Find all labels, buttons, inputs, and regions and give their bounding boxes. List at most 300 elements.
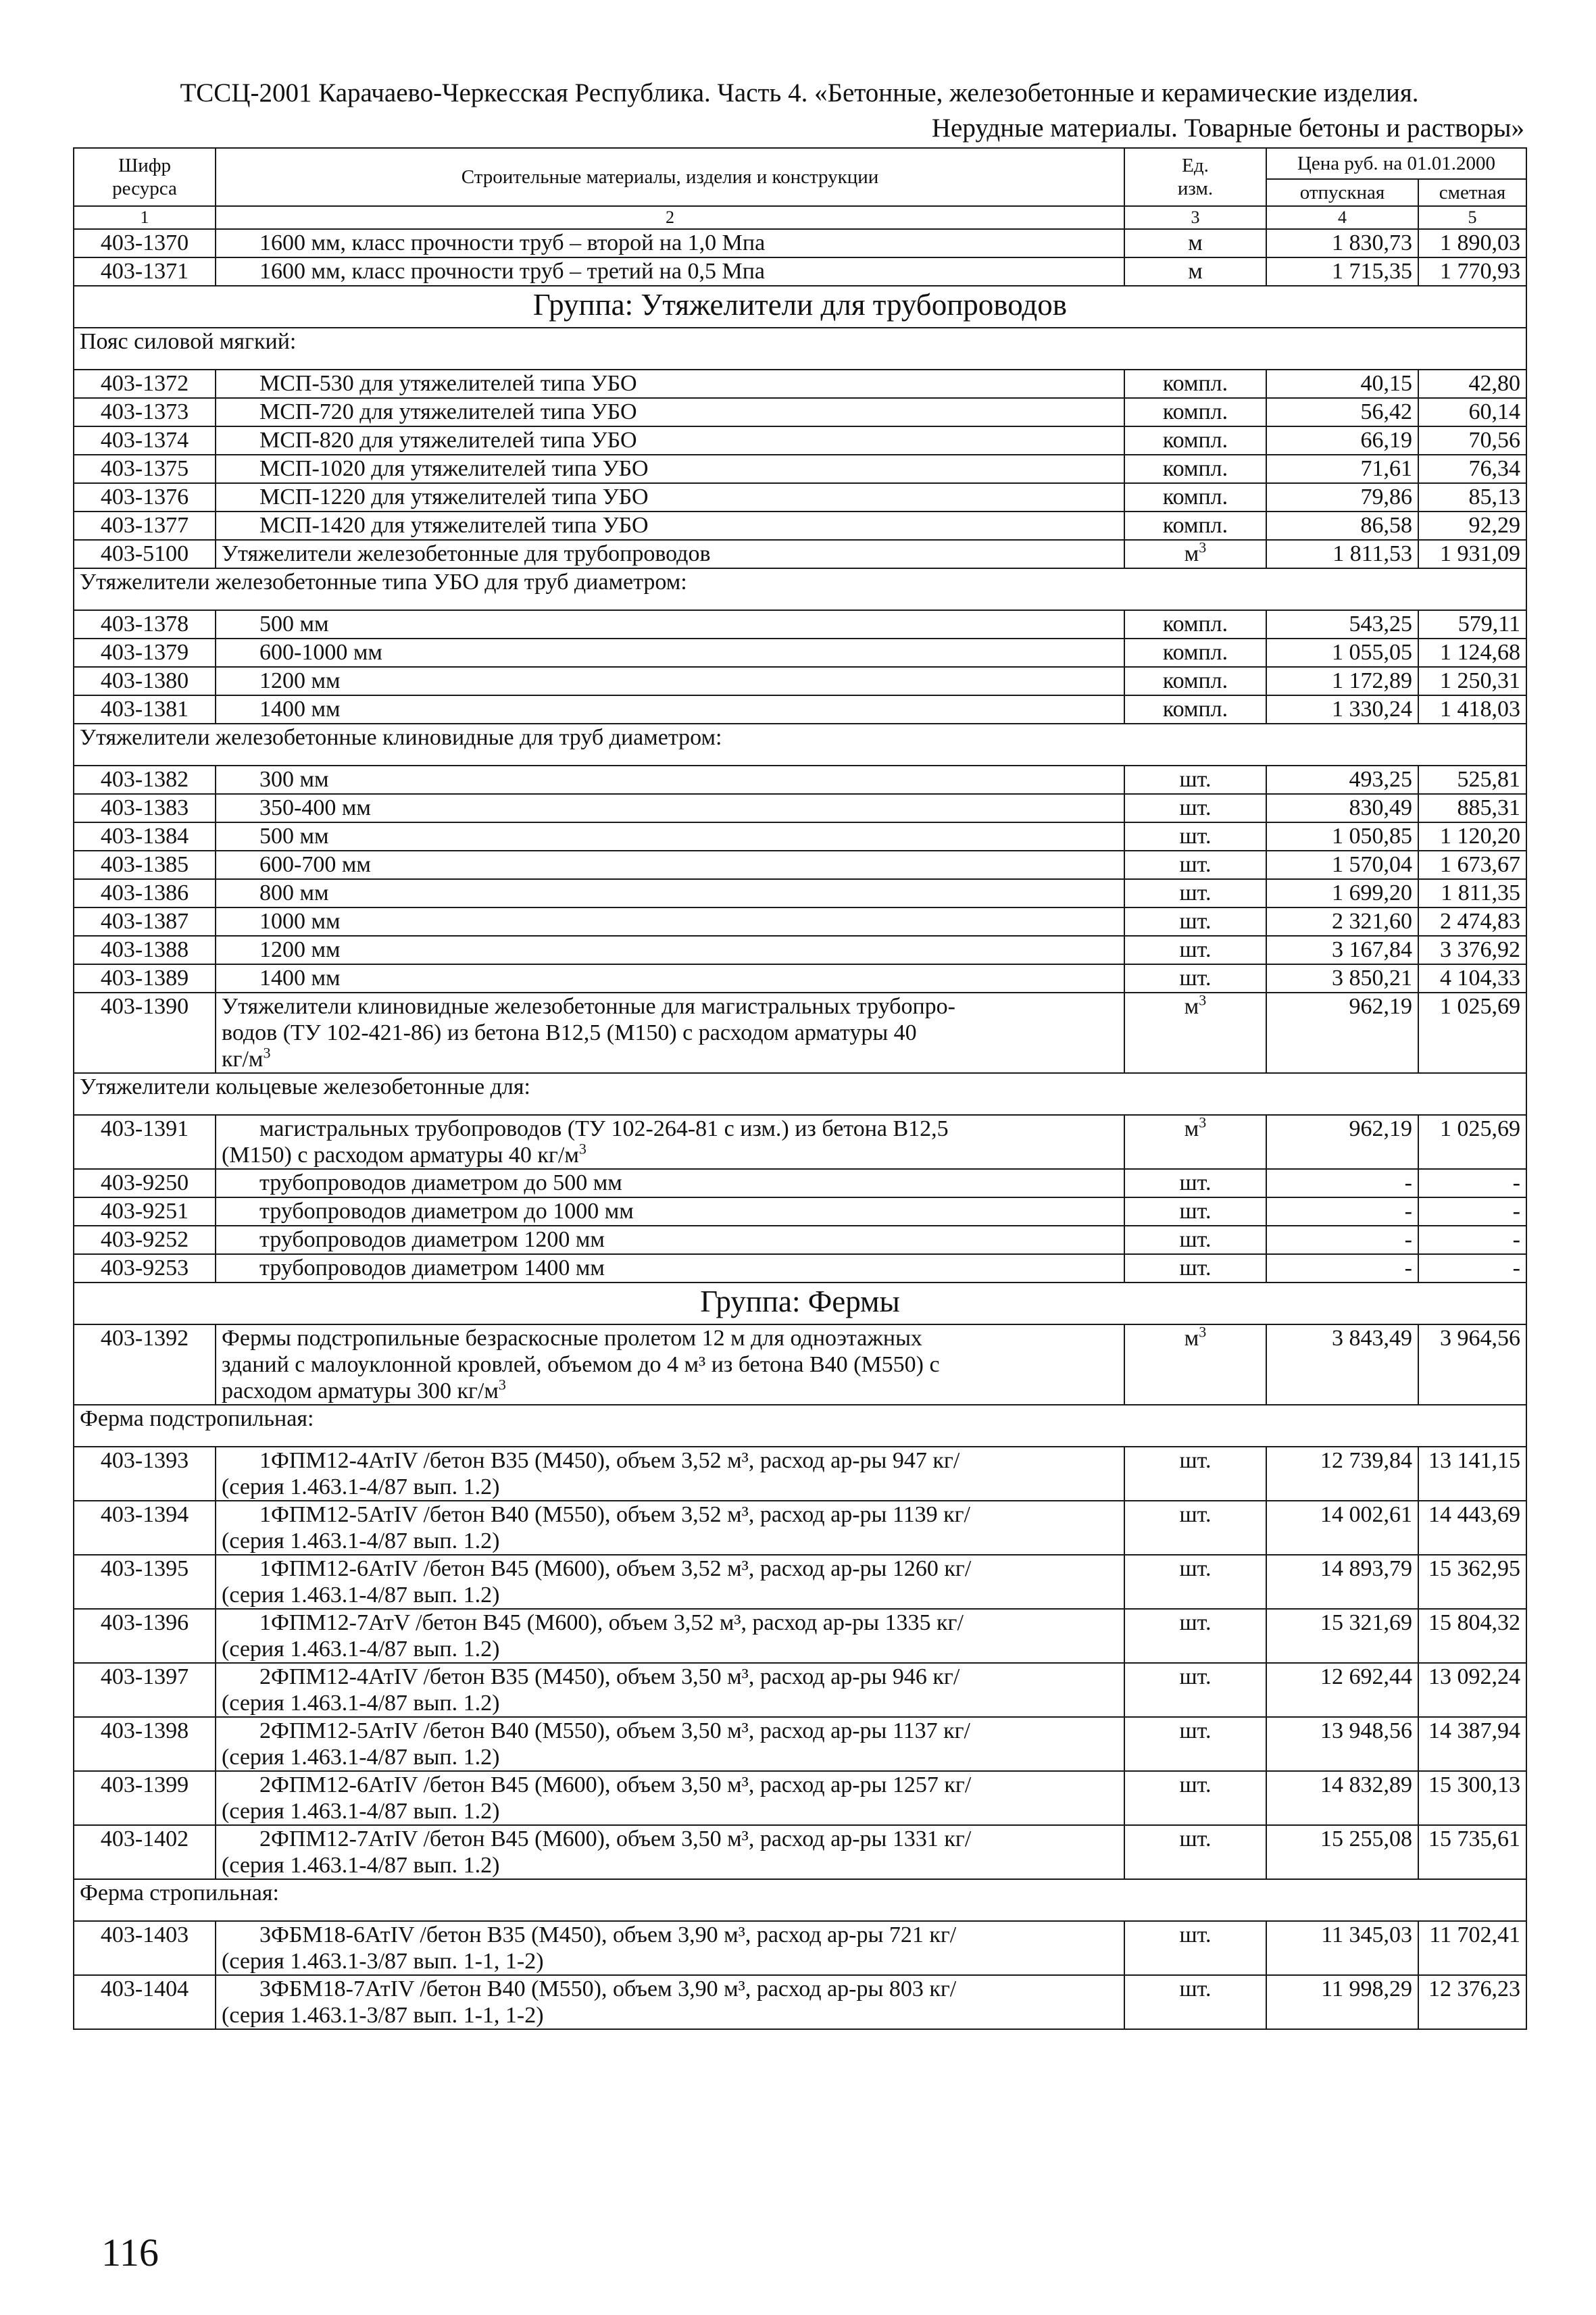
- unit-text: м: [1184, 1116, 1199, 1141]
- resource-name: [216, 512, 1124, 540]
- resource-name: [216, 879, 1124, 907]
- unit-text: шт.: [1179, 1826, 1212, 1851]
- table-row: [74, 794, 1526, 822]
- resource-name-text: 1ФПМ12-6АтIV /бетон В45 (М600), объем 3,52 м³, расход ар-ры 1260 кг/ (серия 1.463.1-4/87 вып. 1.2): [222, 1556, 972, 1608]
- resource-code: 403-1391: [74, 1115, 216, 1169]
- resource-name-text: 2ФПМ12-5АтIV /бетон В40 (М550), объем 3,50 м³, расход ар-ры 1137 кг/ (серия 1.463.1-4/87 вып. 1.2): [222, 1718, 971, 1770]
- estimate-price: 1 931,09: [1418, 540, 1526, 568]
- subheading-row: [74, 328, 1526, 370]
- resource-code: 403-1375: [74, 455, 216, 483]
- table-row: [74, 610, 1526, 639]
- unit: [1124, 1197, 1266, 1226]
- estimate-price: 1 418,03: [1418, 695, 1526, 724]
- estimate-price: 1 124,68: [1418, 639, 1526, 667]
- resource-name-text: трубопроводов диаметром 1400 мм: [259, 1255, 605, 1280]
- release-price: 3 850,21: [1266, 964, 1418, 993]
- resource-code: 403-1393: [74, 1447, 216, 1501]
- release-price: 66,19: [1266, 426, 1418, 455]
- resource-code: 403-1395: [74, 1555, 216, 1609]
- release-price: -: [1266, 1226, 1418, 1254]
- release-price: 14 832,89: [1266, 1771, 1418, 1825]
- unit: [1124, 794, 1266, 822]
- unit: [1124, 766, 1266, 794]
- resource-name: [216, 1921, 1124, 1975]
- release-price: 1 699,20: [1266, 879, 1418, 907]
- resource-code: 403-1390: [74, 993, 216, 1073]
- unit: [1124, 1324, 1266, 1405]
- unit-text: шт.: [1179, 795, 1212, 820]
- table-row: [74, 370, 1526, 398]
- superscript: 3: [1199, 1115, 1207, 1131]
- unit-text: шт.: [1179, 1448, 1212, 1473]
- resource-name-text: МСП-720 для утяжелителей типа УБО: [259, 399, 637, 424]
- resource-name-text: 2ФПМ12-7АтIV /бетон В45 (М600), объем 3,50 м³, расход ар-ры 1331 кг/ (серия 1.463.1-4/87 вып. 1.2): [222, 1826, 972, 1878]
- table-row: [74, 766, 1526, 794]
- resource-name-text: трубопроводов диаметром 1200 мм: [259, 1227, 605, 1252]
- resource-code: 403-9251: [74, 1197, 216, 1226]
- estimate-price: 1 890,03: [1418, 229, 1526, 257]
- estimate-price: 1 770,93: [1418, 257, 1526, 286]
- resource-name: [216, 1609, 1124, 1663]
- resource-code: 403-1397: [74, 1663, 216, 1717]
- resource-name: [216, 610, 1124, 639]
- price-table: [73, 147, 1527, 2030]
- unit-text: компл.: [1162, 612, 1228, 637]
- resource-name-text: трубопроводов диаметром до 1000 мм: [259, 1199, 634, 1224]
- table-row: [74, 993, 1526, 1073]
- resource-name: [216, 1226, 1124, 1254]
- subheading-row: [74, 1073, 1526, 1115]
- table-row: [74, 1197, 1526, 1226]
- resource-name-text: 1400 мм: [259, 697, 341, 722]
- table-row: [74, 483, 1526, 512]
- resource-name: [216, 1254, 1124, 1283]
- table-row: [74, 851, 1526, 879]
- table-row: [74, 1501, 1526, 1555]
- estimate-price: -: [1418, 1197, 1526, 1226]
- resource-name-text: 800 мм: [259, 880, 329, 905]
- unit: [1124, 1825, 1266, 1879]
- unit-text: шт.: [1179, 1664, 1212, 1689]
- table-row: [74, 1324, 1526, 1405]
- estimate-price: 4 104,33: [1418, 964, 1526, 993]
- group-heading: Группа: Утяжелители для трубопроводов: [74, 286, 1526, 328]
- resource-code: 403-1373: [74, 398, 216, 426]
- estimate-price: 1 025,69: [1418, 993, 1526, 1073]
- resource-name: [216, 639, 1124, 667]
- resource-name-text: Утяжелители железобетонные для трубопроводов: [222, 541, 711, 566]
- superscript: 3: [1199, 540, 1207, 556]
- unit-text: компл.: [1162, 371, 1228, 396]
- resource-name-text: 1200 мм: [259, 668, 341, 693]
- table-row: [74, 1975, 1526, 2029]
- superscript: 3: [1199, 1324, 1207, 1341]
- unit: [1124, 1169, 1266, 1197]
- resource-name: [216, 822, 1124, 851]
- resource-name-text: МСП-1020 для утяжелителей типа УБО: [259, 456, 649, 481]
- resource-name: [216, 794, 1124, 822]
- resource-name-text: 1000 мм: [259, 909, 341, 934]
- estimate-price: 70,56: [1418, 426, 1526, 455]
- release-price: 12 692,44: [1266, 1663, 1418, 1717]
- resource-code: 403-1394: [74, 1501, 216, 1555]
- resource-code: 403-1370: [74, 229, 216, 257]
- table-row: [74, 1663, 1526, 1717]
- unit-header-line-2: изм.: [1177, 178, 1214, 199]
- table-row: [74, 257, 1526, 286]
- resource-name: [216, 483, 1124, 512]
- column-index: 1: [74, 206, 216, 229]
- unit-text: шт.: [1179, 1922, 1212, 1947]
- header-line-1: ТССЦ-2001 Карачаево-Черкесская Республика. Часть 4. «Бетонные, железобетонные и керамические изделия.: [180, 78, 1419, 107]
- resource-name-text: 1600 мм, класс прочности труб – третий на 0,5 Мпа: [259, 259, 765, 284]
- release-price: 1 330,24: [1266, 695, 1418, 724]
- resource-name-text: МСП-1420 для утяжелителей типа УБО: [259, 513, 649, 538]
- resource-name-text: Утяжелители клиновидные железобетонные для магистральных трубопро- водов (ТУ 102-421-86) из бетона В12,5 (М150) с расходом арматуры 40 кг/м: [222, 994, 955, 1072]
- page-header: [73, 76, 1526, 146]
- unit: [1124, 1771, 1266, 1825]
- table-header: [74, 148, 1526, 229]
- header-line-2: Нерудные материалы. Товарные бетоны и растворы»: [931, 114, 1524, 143]
- table-row: [74, 1169, 1526, 1197]
- unit-text: шт.: [1179, 1227, 1212, 1252]
- unit-text: компл.: [1162, 697, 1228, 722]
- unit-text: шт.: [1179, 852, 1212, 877]
- resource-name: [216, 1169, 1124, 1197]
- table-row: [74, 229, 1526, 257]
- unit-text: шт.: [1179, 966, 1212, 991]
- unit-text: компл.: [1162, 640, 1228, 665]
- subheading-row: [74, 1879, 1526, 1921]
- release-price: 3 167,84: [1266, 936, 1418, 964]
- subheading-row: [74, 568, 1526, 610]
- subheading: Утяжелители железобетонные типа УБО для труб диаметром:: [74, 568, 1526, 610]
- resource-name-text: 1ФПМ12-7АтV /бетон В45 (М600), объем 3,52 м³, расход ар-ры 1335 кг/ (серия 1.463.1-4/87 вып. 1.2): [222, 1610, 964, 1662]
- resource-name-text: 500 мм: [259, 612, 329, 637]
- unit: [1124, 257, 1266, 286]
- unit-text: шт.: [1179, 909, 1212, 934]
- unit-text: компл.: [1162, 484, 1228, 509]
- resource-name-text: 600-1000 мм: [259, 640, 382, 665]
- resource-name-text: магистральных трубопроводов (ТУ 102-264-81 с изм.) из бетона В12,5 (М150) с расходом арматуры 40 кг/м: [222, 1116, 949, 1168]
- unit-text: шт.: [1179, 1255, 1212, 1280]
- group-heading-row: [74, 286, 1526, 328]
- release-price: 962,19: [1266, 993, 1418, 1073]
- code-header-line-2: ресурса: [112, 178, 177, 199]
- estimate-price: 1 120,20: [1418, 822, 1526, 851]
- estimate-price: 3 964,56: [1418, 1324, 1526, 1405]
- resource-name-text: МСП-1220 для утяжелителей типа УБО: [259, 484, 649, 509]
- column-index: 4: [1266, 206, 1418, 229]
- resource-name: [216, 257, 1124, 286]
- resource-code: 403-9250: [74, 1169, 216, 1197]
- unit-text: компл.: [1162, 399, 1228, 424]
- table-row: [74, 455, 1526, 483]
- subheading: Утяжелители железобетонные клиновидные для труб диаметром:: [74, 724, 1526, 766]
- release-price: 79,86: [1266, 483, 1418, 512]
- resource-name-text: 1400 мм: [259, 966, 341, 991]
- resource-name-text: 500 мм: [259, 824, 329, 849]
- unit: [1124, 851, 1266, 879]
- estimate-price: 14 443,69: [1418, 1501, 1526, 1555]
- release-price: 15 255,08: [1266, 1825, 1418, 1879]
- resource-name: [216, 695, 1124, 724]
- unit-text: м: [1184, 541, 1199, 566]
- estimate-price: 3 376,92: [1418, 936, 1526, 964]
- subheading-row: [74, 724, 1526, 766]
- resource-name-text: 2ФПМ12-4АтIV /бетон В35 (М450), объем 3,50 м³, расход ар-ры 946 кг/ (серия 1.463.1-4/87 вып. 1.2): [222, 1664, 960, 1716]
- resource-name: [216, 370, 1124, 398]
- estimate-price: 85,13: [1418, 483, 1526, 512]
- estimate-price: 1 811,35: [1418, 879, 1526, 907]
- resource-code: 403-1377: [74, 512, 216, 540]
- table-row: [74, 1921, 1526, 1975]
- table-row: [74, 426, 1526, 455]
- unit-text: шт.: [1179, 937, 1212, 962]
- release-price: 14 893,79: [1266, 1555, 1418, 1609]
- resource-name: [216, 851, 1124, 879]
- resource-name: [216, 540, 1124, 568]
- unit: [1124, 907, 1266, 936]
- table-row: [74, 667, 1526, 695]
- table-row: [74, 1771, 1526, 1825]
- unit: [1124, 1226, 1266, 1254]
- unit-text: компл.: [1162, 513, 1228, 538]
- table-row: [74, 1115, 1526, 1169]
- resource-name-text: 2ФПМ12-6АтIV /бетон В45 (М600), объем 3,50 м³, расход ар-ры 1257 кг/ (серия 1.463.1-4/87 вып. 1.2): [222, 1772, 972, 1824]
- release-price: 86,58: [1266, 512, 1418, 540]
- resource-name: [216, 1975, 1124, 2029]
- resource-code: 403-1371: [74, 257, 216, 286]
- resource-name-text: Фермы подстропильные безраскосные пролетом 12 м для одноэтажных зданий с малоуклонной кровлей, объемом до 4 м³ из бетона В40 (М550) с расходом арматуры 300 кг/м: [222, 1326, 940, 1403]
- unit: [1124, 540, 1266, 568]
- unit: [1124, 1555, 1266, 1609]
- resource-name: [216, 426, 1124, 455]
- release-price: 1 570,04: [1266, 851, 1418, 879]
- table-row: [74, 822, 1526, 851]
- unit-text: шт.: [1179, 767, 1212, 792]
- estimate-price: -: [1418, 1254, 1526, 1283]
- resource-name-text: 1ФПМ12-5АтIV /бетон В40 (М550), объем 3,52 м³, расход ар-ры 1139 кг/ (серия 1.463.1-4/87 вып. 1.2): [222, 1502, 971, 1553]
- resource-code: 403-1403: [74, 1921, 216, 1975]
- estimate-price: 12 376,23: [1418, 1975, 1526, 2029]
- unit: [1124, 695, 1266, 724]
- estimate-price: 1 250,31: [1418, 667, 1526, 695]
- unit: [1124, 483, 1266, 512]
- unit-text: шт.: [1179, 1610, 1212, 1635]
- resource-name: [216, 1555, 1124, 1609]
- release-price: 11 345,03: [1266, 1921, 1418, 1975]
- estimate-price: 1 673,67: [1418, 851, 1526, 879]
- resource-code: 403-1381: [74, 695, 216, 724]
- estimate-price-header: сметная: [1418, 179, 1526, 206]
- resource-name: [216, 766, 1124, 794]
- estimate-price: 1 025,69: [1418, 1115, 1526, 1169]
- resource-name-text: 1600 мм, класс прочности труб – второй на 1,0 Мпа: [259, 230, 766, 255]
- estimate-price: 15 735,61: [1418, 1825, 1526, 1879]
- release-price: 1 811,53: [1266, 540, 1418, 568]
- unit-text: м: [1184, 994, 1199, 1019]
- resource-code: 403-1378: [74, 610, 216, 639]
- resource-name-text: 600-700 мм: [259, 852, 371, 877]
- estimate-price: 76,34: [1418, 455, 1526, 483]
- resource-name: [216, 1197, 1124, 1226]
- resource-name-text: 350-400 мм: [259, 795, 371, 820]
- table-row: [74, 398, 1526, 426]
- estimate-price: 2 474,83: [1418, 907, 1526, 936]
- resource-name: [216, 1447, 1124, 1501]
- release-price: 1 050,85: [1266, 822, 1418, 851]
- release-price: 13 948,56: [1266, 1717, 1418, 1771]
- resource-code: 403-1398: [74, 1717, 216, 1771]
- estimate-price: -: [1418, 1226, 1526, 1254]
- resource-name-text: 1ФПМ12-4АтIV /бетон В35 (М450), объем 3,52 м³, расход ар-ры 947 кг/ (серия 1.463.1-4/87 вып. 1.2): [222, 1448, 960, 1499]
- unit-text: шт.: [1179, 1772, 1212, 1797]
- resource-name: [216, 936, 1124, 964]
- release-price: 14 002,61: [1266, 1501, 1418, 1555]
- resource-code: 403-1376: [74, 483, 216, 512]
- unit: [1124, 610, 1266, 639]
- unit-header-line-1: Ед.: [1182, 155, 1209, 176]
- table-row: [74, 1447, 1526, 1501]
- estimate-price: 15 300,13: [1418, 1771, 1526, 1825]
- subheading: Утяжелители кольцевые железобетонные для:: [74, 1073, 1526, 1115]
- table-row: [74, 1717, 1526, 1771]
- estimate-price: 885,31: [1418, 794, 1526, 822]
- table-row: [74, 1609, 1526, 1663]
- estimate-price: 15 362,95: [1418, 1555, 1526, 1609]
- unit-text: шт.: [1179, 880, 1212, 905]
- resource-code: 403-1372: [74, 370, 216, 398]
- release-price-header: отпускная: [1266, 179, 1418, 206]
- unit: [1124, 879, 1266, 907]
- release-price: 962,19: [1266, 1115, 1418, 1169]
- unit: [1124, 1921, 1266, 1975]
- unit: [1124, 370, 1266, 398]
- table-row: [74, 907, 1526, 936]
- resource-code: 403-1389: [74, 964, 216, 993]
- unit: [1124, 1717, 1266, 1771]
- column-index: 3: [1124, 206, 1266, 229]
- price-column-header: Цена руб. на 01.01.2000: [1266, 148, 1526, 179]
- resource-name: [216, 1771, 1124, 1825]
- table-row: [74, 1825, 1526, 1879]
- estimate-price: 11 702,41: [1418, 1921, 1526, 1975]
- release-price: 12 739,84: [1266, 1447, 1418, 1501]
- resource-code: 403-1379: [74, 639, 216, 667]
- unit-text: компл.: [1162, 428, 1228, 453]
- table-row: [74, 540, 1526, 568]
- estimate-price: 525,81: [1418, 766, 1526, 794]
- resource-code: 403-1399: [74, 1771, 216, 1825]
- superscript: 3: [1199, 993, 1207, 1009]
- release-price: 3 843,49: [1266, 1324, 1418, 1405]
- release-price: -: [1266, 1197, 1418, 1226]
- resource-code: 403-1388: [74, 936, 216, 964]
- resource-name-text: 300 мм: [259, 767, 329, 792]
- unit-text: компл.: [1162, 456, 1228, 481]
- name-column-header: Строительные материалы, изделия и конструкции: [216, 148, 1124, 206]
- table-row: [74, 512, 1526, 540]
- resource-code: 403-1387: [74, 907, 216, 936]
- group-heading-row: [74, 1283, 1526, 1324]
- unit-text: шт.: [1179, 1976, 1212, 2001]
- resource-name: [216, 907, 1124, 936]
- resource-name: [216, 1501, 1124, 1555]
- resource-code: 403-1385: [74, 851, 216, 879]
- estimate-price: 60,14: [1418, 398, 1526, 426]
- estimate-price: 92,29: [1418, 512, 1526, 540]
- unit-text: шт.: [1179, 1556, 1212, 1581]
- table-row: [74, 879, 1526, 907]
- unit: [1124, 993, 1266, 1073]
- resource-name: [216, 964, 1124, 993]
- estimate-price: 42,80: [1418, 370, 1526, 398]
- release-price: -: [1266, 1169, 1418, 1197]
- table-row: [74, 639, 1526, 667]
- resource-code: 403-1402: [74, 1825, 216, 1879]
- unit: [1124, 512, 1266, 540]
- table-row: [74, 1226, 1526, 1254]
- release-price: 543,25: [1266, 610, 1418, 639]
- resource-code: 403-1392: [74, 1324, 216, 1405]
- resource-code: 403-1380: [74, 667, 216, 695]
- release-price: 11 998,29: [1266, 1975, 1418, 2029]
- resource-name: [216, 1825, 1124, 1879]
- unit: [1124, 639, 1266, 667]
- estimate-price: 14 387,94: [1418, 1717, 1526, 1771]
- table-row: [74, 964, 1526, 993]
- resource-code: 403-1384: [74, 822, 216, 851]
- resource-name: [216, 1663, 1124, 1717]
- unit: [1124, 1254, 1266, 1283]
- unit-column-header: [1124, 148, 1266, 206]
- resource-name-text: МСП-820 для утяжелителей типа УБО: [259, 428, 637, 453]
- resource-code: 403-1396: [74, 1609, 216, 1663]
- release-price: 1 172,89: [1266, 667, 1418, 695]
- unit-text: м: [1188, 230, 1203, 255]
- page-number: 116: [101, 2231, 159, 2274]
- resource-name: [216, 993, 1124, 1073]
- unit-text: шт.: [1179, 1199, 1212, 1224]
- unit: [1124, 822, 1266, 851]
- table-row: [74, 1555, 1526, 1609]
- unit: [1124, 455, 1266, 483]
- release-price: 1 715,35: [1266, 257, 1418, 286]
- resource-code: 403-1383: [74, 794, 216, 822]
- code-column-header: [74, 148, 216, 206]
- unit: [1124, 1975, 1266, 2029]
- unit: [1124, 229, 1266, 257]
- release-price: 71,61: [1266, 455, 1418, 483]
- unit-text: шт.: [1179, 824, 1212, 849]
- unit: [1124, 1447, 1266, 1501]
- resource-name-text: 3ФБМ18-6АтIV /бетон В35 (М450), объем 3,90 м³, расход ар-ры 721 кг/ (серия 1.463.1-3/87 вып. 1-1, 1-2): [222, 1922, 957, 1974]
- group-heading: Группа: Фермы: [74, 1283, 1526, 1324]
- resource-name-text: МСП-530 для утяжелителей типа УБО: [259, 371, 637, 396]
- column-index: 2: [216, 206, 1124, 229]
- superscript: 3: [498, 1376, 506, 1393]
- resource-code: 403-1374: [74, 426, 216, 455]
- resource-name: [216, 1324, 1124, 1405]
- unit: [1124, 964, 1266, 993]
- resource-name: [216, 398, 1124, 426]
- estimate-price: 13 092,24: [1418, 1663, 1526, 1717]
- estimate-price: 579,11: [1418, 610, 1526, 639]
- table-row: [74, 695, 1526, 724]
- unit: [1124, 426, 1266, 455]
- release-price: 830,49: [1266, 794, 1418, 822]
